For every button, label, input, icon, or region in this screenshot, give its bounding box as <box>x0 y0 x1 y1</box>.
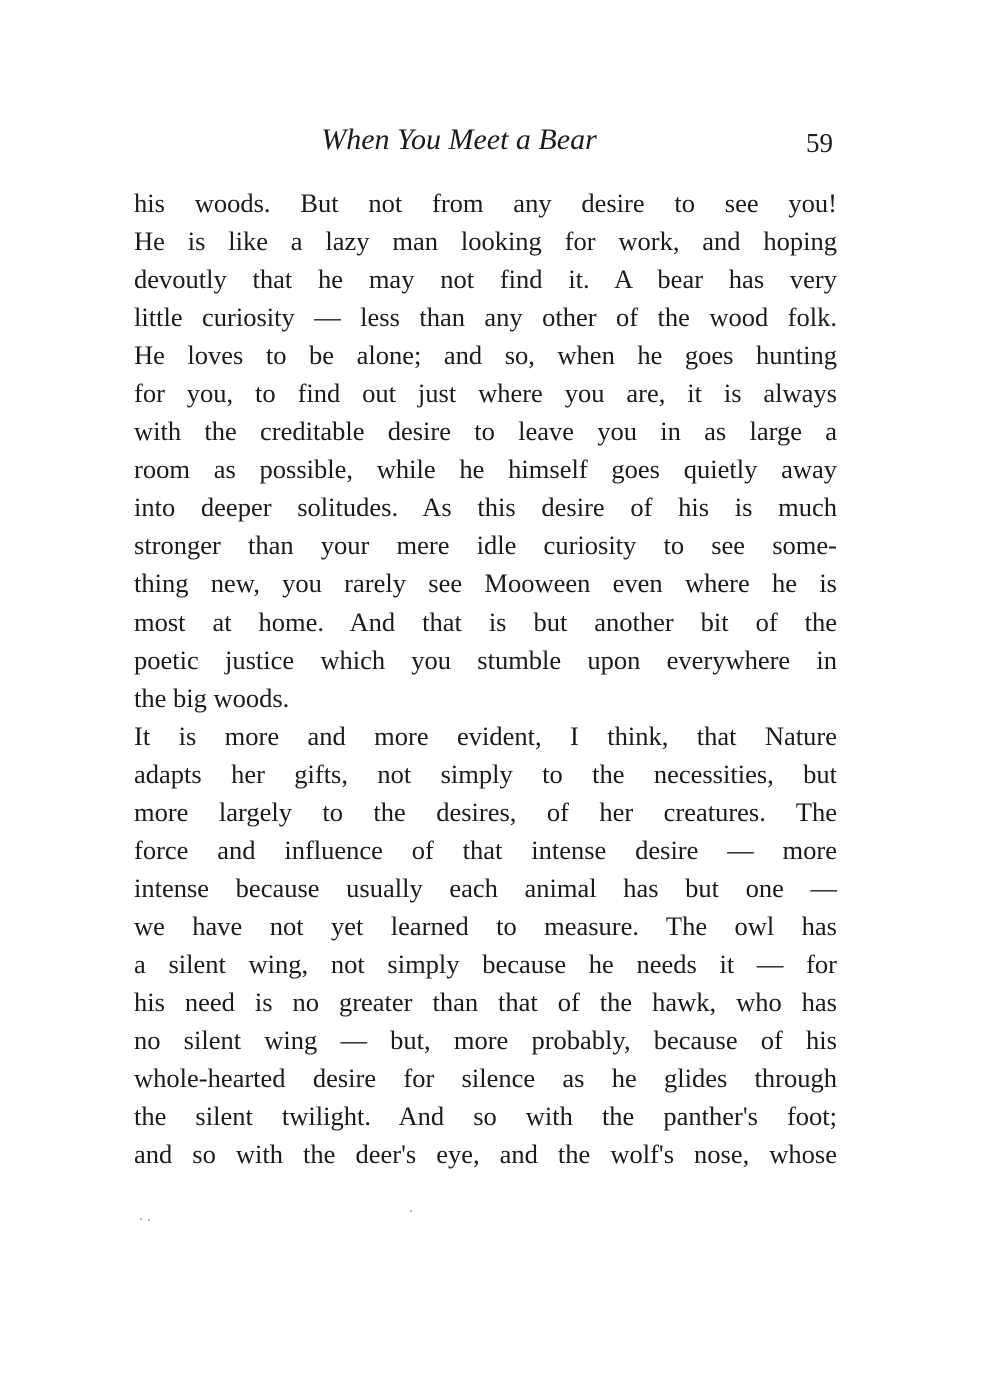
paper-speck <box>410 1210 412 1212</box>
text-line: thing new, you rarely see Mooween even where he is <box>134 568 837 599</box>
text-line: intense because usually each animal has but one — <box>134 872 837 903</box>
text-line: the silent twilight. And so with the panther's foot; <box>134 1101 837 1132</box>
paper-speck <box>140 1218 142 1220</box>
text-line: most at home. And that is but another bit of the <box>134 606 837 637</box>
paragraph-first-line: It is more and more evident, I think, that Nature <box>134 720 837 751</box>
text-line: poetic justice which you stumble upon everywhere in <box>134 644 837 675</box>
text-line: and so with the deer's eye, and the wolf's nose, whose <box>134 1139 837 1170</box>
text-line: more largely to the desires, of her creatures. The <box>134 796 837 827</box>
text-line: into deeper solitudes. As this desire of his is much <box>134 492 837 523</box>
text-line: force and influence of that intense desire — more <box>134 834 837 865</box>
text-line: adapts her gifts, not simply to the necessities, but <box>134 758 837 789</box>
text-line: no silent wing — but, more probably, because of his <box>134 1025 837 1056</box>
paragraph-last-line: the big woods. <box>134 682 290 713</box>
running-title: When You Meet a Bear <box>321 123 597 156</box>
text-line: we have not yet learned to measure. The owl has <box>134 910 837 941</box>
text-line: whole-hearted desire for silence as he glides through <box>134 1063 837 1094</box>
text-line: He is like a lazy man looking for work, and hoping <box>134 226 837 257</box>
running-head <box>134 120 837 160</box>
text-line: He loves to be alone; and so, when he goes hunting <box>134 340 837 371</box>
text-line: his need is no greater than that of the hawk, who has <box>134 986 837 1017</box>
text-line: for you, to find out just where you are, it is always <box>134 378 837 409</box>
text-line: devoutly that he may not find it. A bear has very <box>134 264 837 295</box>
text-line: a silent wing, not simply because he needs it — for <box>134 948 837 979</box>
paper-specks <box>140 1210 440 1230</box>
text-line: stronger than your mere idle curiosity to see some- <box>134 530 837 561</box>
text-line: little curiosity — less than any other of the wood folk. <box>134 302 837 333</box>
text-line: his woods. But not from any desire to see you! <box>134 188 837 218</box>
text-line: room as possible, while he himself goes quietly away <box>134 454 837 485</box>
page-number: 59 <box>806 128 833 158</box>
paper-speck <box>148 1219 150 1221</box>
body-text <box>134 184 837 1173</box>
text-line: with the creditable desire to leave you in as large a <box>134 416 837 447</box>
